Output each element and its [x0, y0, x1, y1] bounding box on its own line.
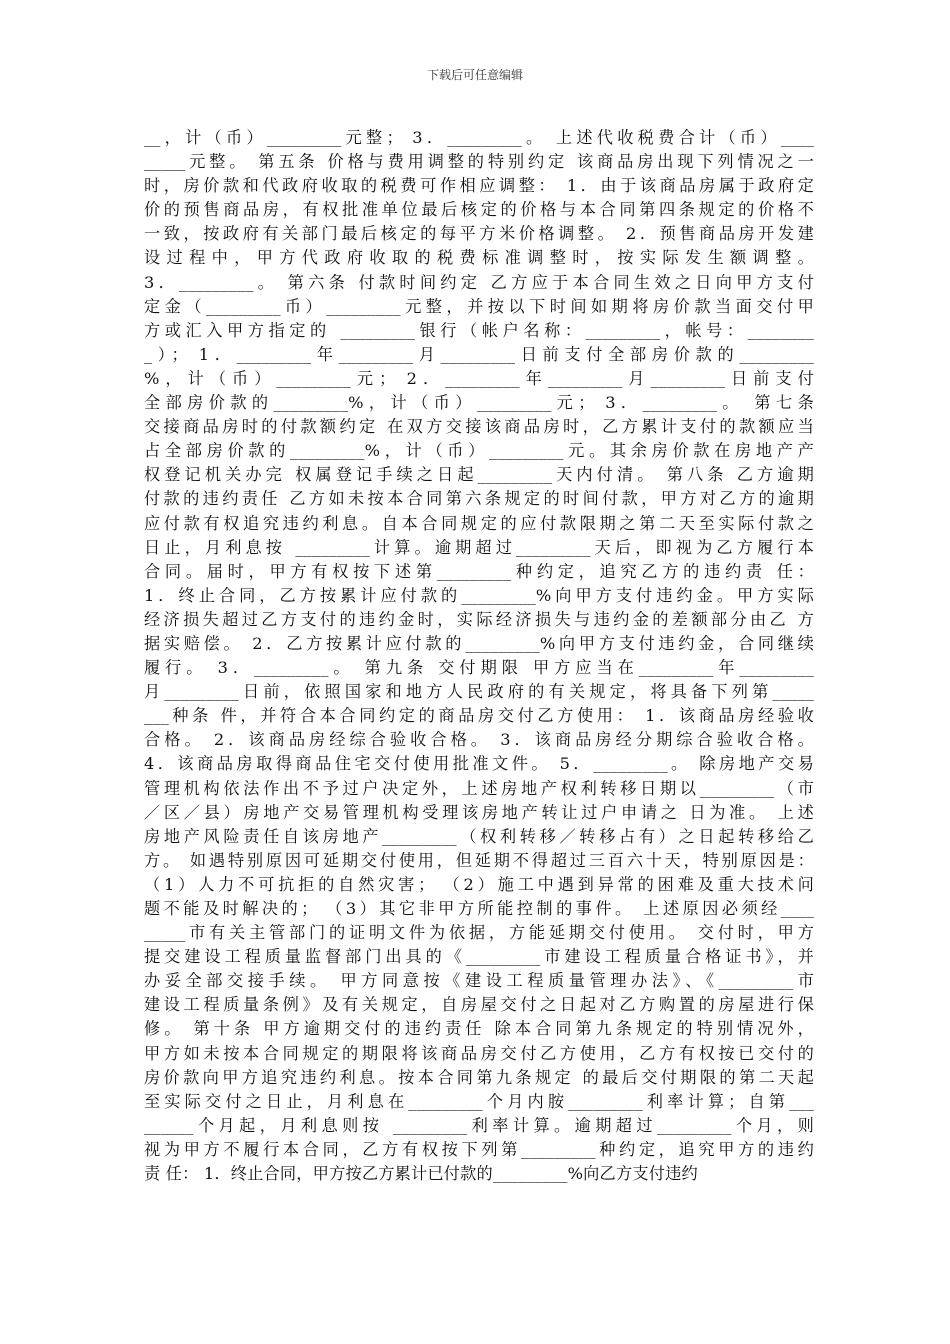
text-line: 月_________日前，依照国家和地方人民政府的有关规定，将具备下列第_____ — [144, 682, 814, 702]
text-line: 履行。 3．_________。 第九条 交付期限 甲方应当在_________年_________ — [144, 658, 814, 678]
text-line: 房价款向甲方追究违约利息。按本合同第九条规定 的最后交付期限的第二天起 — [144, 1067, 814, 1087]
text-line: 4．该商品房取得商品住宅交付使用批准文件。 5．_________。 除房地产交易 — [144, 754, 814, 774]
text-line: 房地产风险责任自该房地产_________（权利转移／转移占有）之日起转移给乙 — [144, 826, 814, 846]
text-line: （1）人力不可抗拒的自然灾害； （2）施工中遇到异常的困难及重大技术问 — [144, 874, 814, 894]
text-line: 甲方如未按本合同规定的期限将该商品房交付乙方使用，乙方有权按已交付的 — [144, 1043, 814, 1063]
text-line: 至实际交付之日止，月利息在_________个月内胺_________利率计算；自第___ — [144, 1091, 814, 1111]
text-line: 权登记机关办完 权属登记手续之日起_________天内付清。 第八条 乙方逾期 — [144, 465, 814, 485]
text-line: _____元整。 第五条 价格与费用调整的特别约定 该商品房出现下列情况之一 — [144, 152, 814, 172]
text-line: 价的预售商品房，有权批准单位最后核定的价格与本合同第四条规定的价格不 — [144, 200, 814, 220]
text-line: 付款的违约责任 乙方如未按本合同第六条规定的时间付款，甲方对乙方的逾期 — [144, 489, 814, 509]
text-line: 合同。届时，甲方有权按下述第_________种约定，追究乙方的违约责 任： — [144, 561, 814, 581]
text-line: ／区／县）房地产交易管理机构受理该房地产转让过户申请之 日为准。 上述 — [144, 802, 814, 822]
text-line: 一致，按政府有关部门最后核定的每平方米价格调整。 2．预售商品房开发建 — [144, 224, 814, 244]
text-line: 据实赔偿。 2．乙方按累计应付款的_________%向甲方支付违约金，合同继续 — [144, 633, 814, 653]
text-line: _____市有关主管部门的证明文件为依据，方能延期交付使用。 交付时，甲方 — [144, 923, 814, 943]
page-header: 下载后可任意编辑 — [426, 68, 523, 82]
text-line: 应付款有权追究违约利息。自本合同规定的应付款限期之第二天至实际付款之 — [144, 513, 814, 533]
text-line: 管理机构依法作出不予过户决定外，上述房地产权利转移日期以_________（市 — [144, 778, 814, 798]
text-line: 方或汇入甲方指定的 _________银行（帐户名称：_________，帐号：________ — [144, 320, 814, 340]
text-line: 1．终止合同，乙方按累计应付款的_________%向甲方支付违约金。甲方实际 — [144, 585, 814, 605]
text-line: 3．_________。 第六条 付款时间约定 乙方应于本合同生效之日向甲方支付 — [144, 272, 814, 292]
text-line: __，计（币）_________元整； 3．_________。 上述代收税费合计（币）____ — [144, 128, 814, 147]
text-line: 经济损失超过乙方支付的违约金时，实际经济损失与违约金的差额部分由乙 方 — [144, 609, 814, 629]
text-line: 时，房价款和代政府收取的税费可作相应调整： 1．由于该商品房属于政府定 — [144, 176, 814, 196]
text-line: 全部房价款的_________%，计（币）_________元； 3．_________。 第七条 — [144, 393, 814, 413]
text-line: ______个月起，月利息则按 _________利率计算。逾期超过_________个月，则 — [144, 1115, 814, 1135]
text-line: 定金（_________币）_________元整，并按以下时间如期将房价款当面交付甲 — [144, 296, 814, 316]
text-line: 题不能及时解决的； （3）其它非甲方所能控制的事件。 上述原因必须经____ — [144, 899, 814, 918]
text-line: 办妥全部交接手续。 甲方同意按《建设工程质量管理办法》、《_________市 — [144, 971, 814, 991]
text-line: 修。 第十条 甲方逾期交付的违约责任 除本合同第九条规定的特别情况外， — [144, 1019, 814, 1039]
text-line: 建设工程质量条例》及有关规定，自房屋交付之日起对乙方购置的房屋进行保 — [144, 995, 814, 1015]
text-line: 责 任： 1．终止合同，甲方按乙方累计已付款的_________%向乙方支付违约 — [144, 1164, 698, 1184]
contract-text — [144, 126, 814, 1186]
text-line: 合格。 2．该商品房经综合验收合格。 3．该商品房经分期综合验收合格。 — [144, 730, 814, 750]
text-line: 视为甲方不履行本合同，乙方有权按下列第_________种约定，追究甲方的违约 — [144, 1139, 814, 1159]
text-line: 提交建设工程质量监督部门出具的《_________市建设工程质量合格证书》，并 — [144, 947, 814, 967]
text-line: 设过程中，甲方代政府收取的税费标准调整时，按实际发生额调整。 — [144, 248, 814, 268]
text-line: %，计（币）_________元； 2．_________年_________月_________日前支付 — [144, 368, 814, 388]
text-line: 占全部房价款的_________%，计（币）_________元。其余房价款在房地产产 — [144, 441, 814, 461]
text-line: ___种条 件，并符合本合同约定的商品房交付乙方使用： 1．该商品房经验收 — [144, 706, 814, 726]
text-line: 日止，月利息按 _________计算。逾期超过_________天后，即视为乙方履行本 — [144, 537, 814, 557]
text-line: 交接商品房时的付款额约定 在双方交接该商品房时，乙方累计支付的款额应当 — [144, 417, 814, 437]
text-line: _）； 1．_________年_________月_________日前支付全部房价款的_________ — [144, 344, 814, 364]
text-line: 方。 如遇特别原因可延期交付使用，但延期不得超过三百六十天，特别原因是： — [144, 850, 814, 870]
